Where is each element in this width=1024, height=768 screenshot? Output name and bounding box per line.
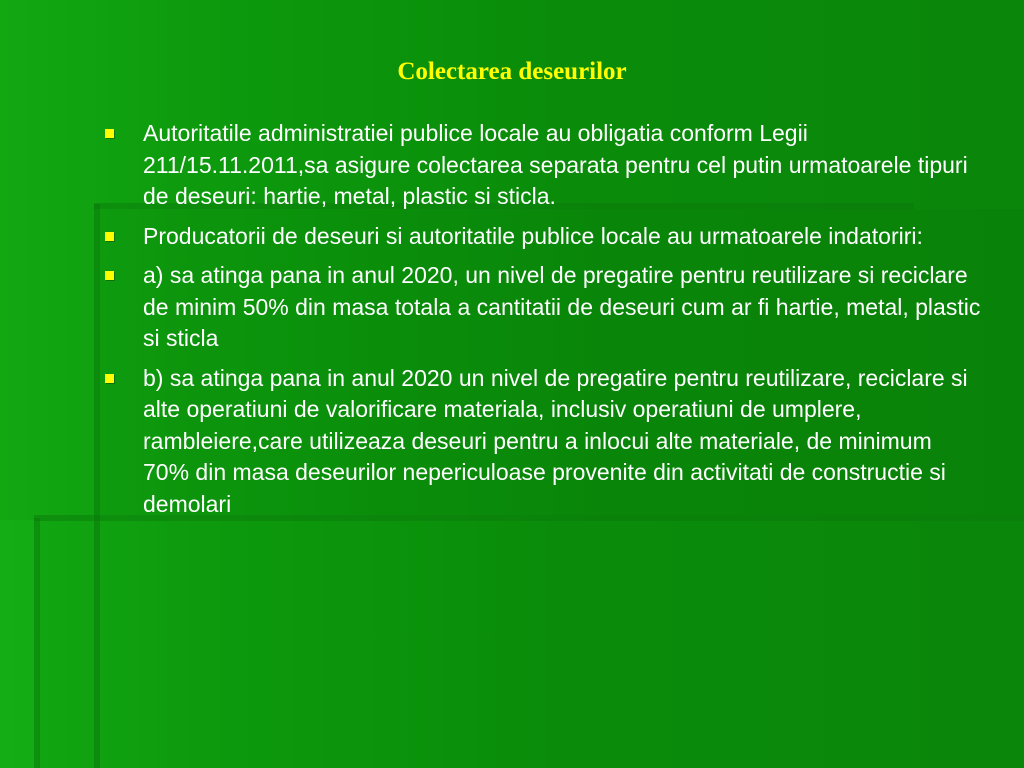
slide-title: Colectarea deseurilor <box>397 58 627 85</box>
bullet-item <box>102 260 982 355</box>
bullet-item <box>102 118 982 213</box>
bullet-text: b) sa atinga pana in anul 2020 un nivel de pregatire pentru reutilizare, reciclare si alte operatiuni de valorificare materiala, inclusiv operatiuni de umplere, rambleiere,care utilizeaza deseuri pentru a inlocui alte materiale, de minimum 70% din masa deseurilor nepericuloase provenite din activitati de constructie si demolari <box>143 364 968 517</box>
bullet-list <box>102 118 982 528</box>
decorative-line <box>94 204 100 768</box>
square-bullet-icon <box>105 232 114 241</box>
background-panel <box>0 520 34 768</box>
square-bullet-icon <box>105 271 114 280</box>
bullet-text: Producatorii de deseuri si autoritatile publice locale au urmatoarele indatoriri: <box>143 222 923 249</box>
square-bullet-icon <box>105 129 114 138</box>
bullet-item <box>102 363 982 521</box>
square-bullet-icon <box>105 374 114 383</box>
bullet-text: a) sa atinga pana in anul 2020, un nivel de pregatire pentru reutilizare si reciclare de minim 50% din masa totala a cantitatii de deseuri cum ar fi hartie, metal, plastic si sticla <box>143 262 981 351</box>
bullet-item <box>102 221 982 253</box>
decorative-line <box>34 518 40 768</box>
bullet-text: Autoritatile administratiei publice locale au obligatia conform Legii 211/15.11.2011,sa asigure colectarea separata pentru cel putin urmatoarele tipuri de deseuri: hartie, metal, plastic si sticla. <box>143 120 968 209</box>
